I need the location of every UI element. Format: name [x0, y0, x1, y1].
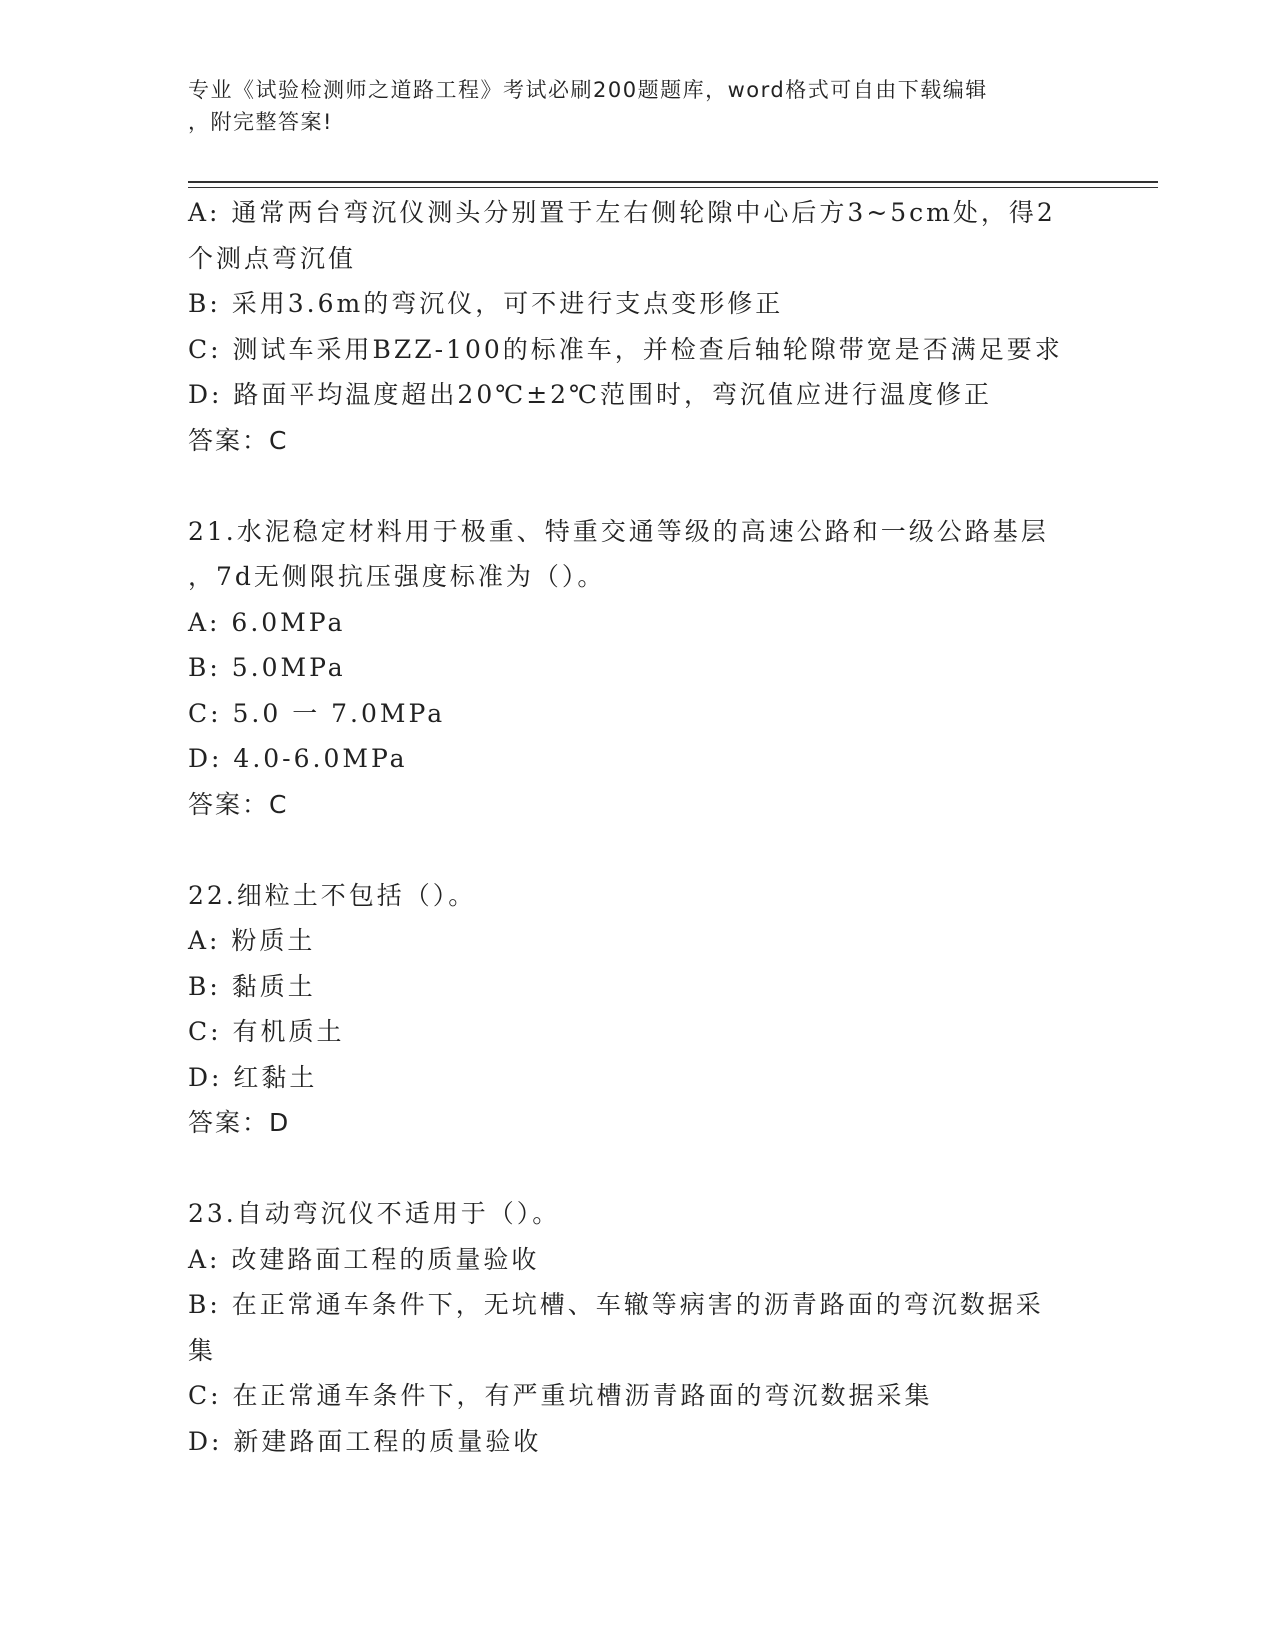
option-c: C: 5.0 一 7.0MPa [188, 698, 446, 728]
question-list [188, 190, 1088, 1464]
question-stem: 22.细粒土不包括（）。 [188, 880, 477, 910]
header-rule-thin [188, 187, 1158, 188]
header-line-1: 专业《试验检测师之道路工程》考试必刷200题题库，word格式可自由下载编辑 [188, 78, 988, 102]
option-b: B: 在正常通车条件下，无坑槽、车辙等病害的沥青路面的弯沉数据采 [188, 1290, 1044, 1319]
option-c: C: 有机质土 [188, 1017, 345, 1046]
option-c: C: 测试车采用BZZ-100的标准车，并检查后轴轮隙带宽是否满足要求 [188, 334, 1063, 364]
option-d: D: 4.0-6.0MPa [188, 744, 408, 773]
option-b: B: 采用3.6m的弯沉仪，可不进行支点变形修正 [188, 289, 784, 318]
option-b-continued: 集 [188, 1335, 217, 1365]
option-d: D: 路面平均温度超出20℃±2℃范围时，弯沉值应进行温度修正 [188, 380, 993, 409]
spacer [188, 1146, 1088, 1192]
document-header [188, 74, 1088, 138]
header-line-2: ，附完整答案! [188, 110, 333, 134]
answer: 答案：C [188, 789, 289, 819]
answer: 答案：C [188, 425, 289, 455]
question-stem-continued: ，7d无侧限抗压强度标准为（）。 [188, 562, 606, 591]
question-23 [188, 1191, 1088, 1464]
option-b: B: 5.0MPa [188, 653, 346, 682]
option-b: B: 黏质土 [188, 971, 316, 1001]
question-stem: 21.水泥稳定材料用于极重、特重交通等级的高速公路和一级公路基层 [188, 516, 1049, 546]
option-a: A: 改建路面工程的质量验收 [188, 1244, 540, 1274]
spacer [188, 827, 1088, 873]
option-a: A: 粉质土 [188, 926, 316, 955]
option-d: D: 新建路面工程的质量验收 [188, 1426, 542, 1456]
question-21 [188, 509, 1088, 828]
option-c: C: 在正常通车条件下，有严重坑槽沥青路面的弯沉数据采集 [188, 1381, 933, 1410]
option-a: A: 通常两台弯沉仪测头分别置于左右侧轮隙中心后方3~5cm处，得2 [188, 198, 1056, 227]
question-22 [188, 873, 1088, 1146]
header-rule-thick [188, 181, 1158, 183]
spacer [188, 463, 1088, 509]
question-20 [188, 190, 1088, 463]
question-stem: 23.自动弯沉仪不适用于（）。 [188, 1199, 561, 1228]
option-d: D: 红黏土 [188, 1062, 318, 1092]
answer: 答案：D [188, 1108, 291, 1137]
option-a: A: 6.0MPa [188, 607, 346, 637]
option-a-continued: 个测点弯沉值 [188, 243, 357, 273]
